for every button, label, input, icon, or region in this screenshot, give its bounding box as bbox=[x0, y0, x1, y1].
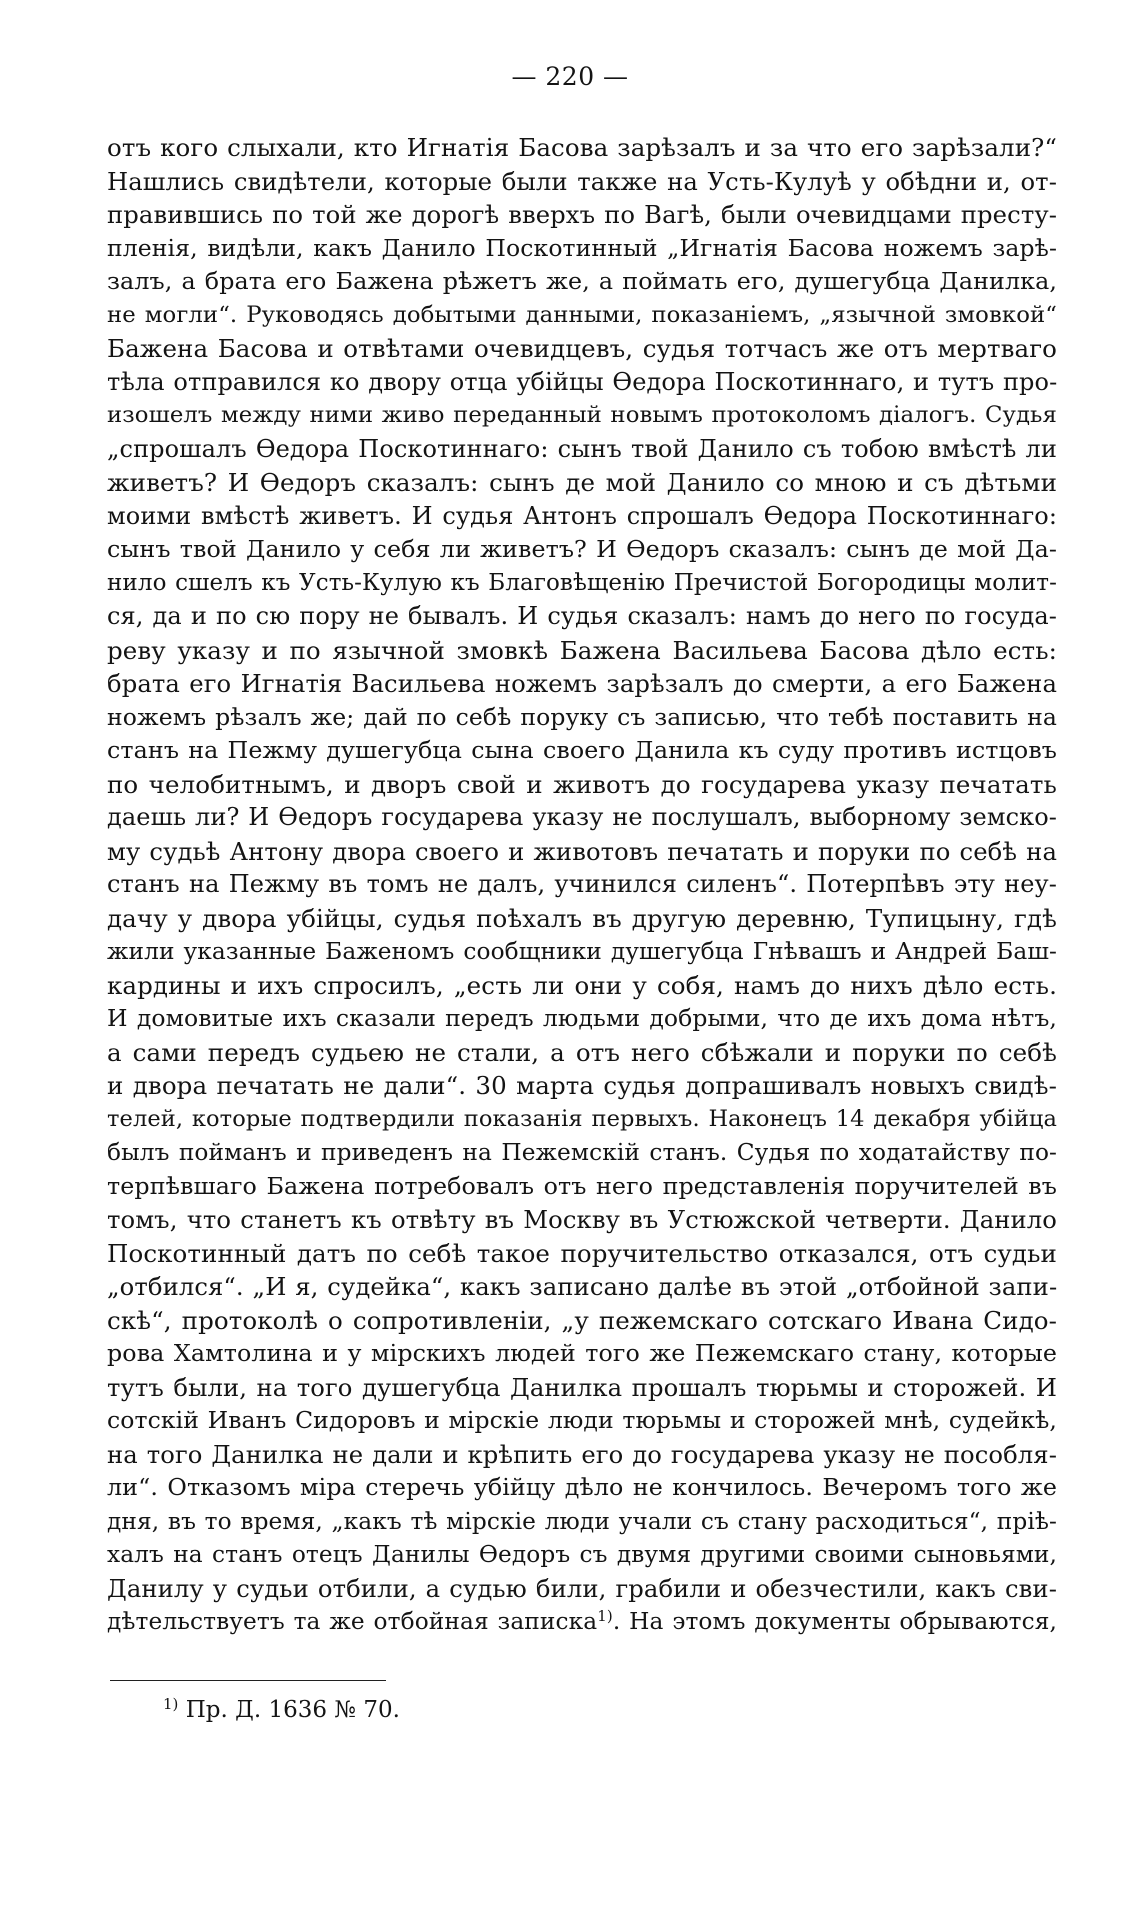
text-line-content: по челобитнымъ, и дворъ свой и животъ до государева указу печатать bbox=[107, 769, 1057, 799]
footnote-reference: 1) bbox=[597, 1607, 613, 1625]
footnote-text: Пр. Д. 1636 № 70. bbox=[178, 1697, 400, 1723]
text-line-content: терпѣвшаго Бажена потребовалъ отъ него представленія поручителей въ bbox=[107, 1171, 1057, 1200]
text-line-content: ся, да и по сю пору не бывалъ. И судья сказалъ: намъ до него по госуда- bbox=[107, 602, 1057, 630]
text-line-content: тѣла отправился ко двору отца убійцы Ѳедора Поскотиннаго, и тутъ про- bbox=[107, 367, 1058, 396]
text-line-content: дѣтельствуетъ та же отбойная записка bbox=[107, 1608, 598, 1635]
text-line bbox=[107, 1538, 1057, 1572]
text-line bbox=[107, 567, 1057, 601]
text-line-content: а сами передъ судьею не стали, а отъ него сбѣжали и поруки по себѣ bbox=[107, 1037, 1057, 1067]
text-line-content: не могли“. Руководясь добытыми данными, показаніемъ, „язычной змовкой“ bbox=[107, 301, 1057, 328]
text-line bbox=[107, 969, 1057, 1003]
text-line-content: станъ на Пежму въ томъ не далъ, учинился силенъ“. Потерпѣвъ эту неу- bbox=[107, 870, 1057, 898]
text-line-content: дачу у двора убійцы, судья поѣхалъ въ другую деревню, Тупицыну, гдѣ bbox=[107, 903, 1057, 933]
text-line bbox=[107, 533, 1057, 567]
text-line bbox=[107, 1270, 1057, 1304]
footnote bbox=[163, 1693, 400, 1727]
footnote-marker: 1) bbox=[163, 1695, 179, 1713]
text-line bbox=[107, 1103, 1057, 1137]
text-line-content: на того Данилка не дали и крѣпить его до государева указу не пособля- bbox=[107, 1439, 1057, 1469]
text-line bbox=[107, 1605, 1057, 1639]
text-line bbox=[107, 902, 1057, 936]
text-line bbox=[107, 1036, 1057, 1070]
text-line-content: И домовитые ихъ сказали передъ людьми добрыми, что де ихъ дома нѣтъ, bbox=[107, 1004, 1057, 1032]
text-line bbox=[107, 634, 1057, 668]
text-line bbox=[107, 399, 1057, 433]
text-line bbox=[107, 165, 1057, 199]
text-line bbox=[107, 835, 1057, 869]
text-line bbox=[107, 701, 1057, 735]
text-line-content: правившись по той же дорогѣ вверхъ по Вагѣ, были очевидцами престу- bbox=[107, 200, 1057, 229]
text-line-content: и двора печатать не дали“. 30 марта судья допрашивалъ новыхъ свидѣ- bbox=[107, 1071, 1057, 1100]
text-line bbox=[107, 131, 1057, 165]
text-line-content: „отбился“. „И я, судейка“, какъ записано далѣе въ этой „отбойной запи- bbox=[107, 1272, 1058, 1301]
text-line bbox=[107, 1069, 1057, 1103]
text-line bbox=[107, 1237, 1057, 1271]
text-line-content: реву указу и по язычной змовкѣ Бажена Васильева Басова дѣло есть: bbox=[107, 635, 1057, 665]
text-line bbox=[107, 198, 1057, 232]
text-line-content: былъ пойманъ и приведенъ на Пежемскій станъ. Судья по ходатайству по- bbox=[107, 1139, 1057, 1166]
text-line-content: „спрошалъ Ѳедора Поскотиннаго: сынъ твой Данило съ тобою вмѣстѣ ли bbox=[107, 434, 1057, 463]
text-line-content: жили указанные Баженомъ сообщники душегубца Гнѣвашъ и Андрей Баш- bbox=[107, 938, 1057, 965]
text-line bbox=[107, 801, 1057, 835]
text-line-content: му судьѣ Антону двора своего и животовъ печатать и поруки по себѣ на bbox=[107, 836, 1057, 866]
text-line bbox=[107, 1471, 1057, 1505]
text-line bbox=[107, 935, 1057, 969]
text-line bbox=[107, 868, 1057, 902]
text-line bbox=[107, 600, 1057, 634]
text-line-tail: . На этомъ документы обрываются, bbox=[612, 1608, 1057, 1635]
text-line bbox=[107, 1438, 1057, 1472]
text-line-content: живетъ? И Ѳедоръ сказалъ: сынъ де мой Данило со мною и съ дѣтьми bbox=[107, 468, 1057, 497]
text-line bbox=[107, 1505, 1057, 1539]
text-line-content: сотскій Иванъ Сидоровъ и мірскіе люди тюрьмы и сторожей мнѣ, судейкѣ, bbox=[107, 1406, 1057, 1434]
footnote-divider bbox=[110, 1680, 386, 1681]
text-line-content: нило сшелъ къ Усть-Кулую къ Благовѣщенію Пречистой Богородицы молит- bbox=[107, 569, 1057, 596]
text-line bbox=[107, 299, 1057, 333]
text-line bbox=[107, 1371, 1057, 1405]
text-line bbox=[107, 1304, 1057, 1338]
text-line-content: телей, которые подтвердили показанія первыхъ. Наконецъ 14 декабря убійца bbox=[107, 1105, 1057, 1132]
text-line-content: скѣ“, протоколѣ о сопротивленіи, „у пежемскаго сотскаго Ивана Сидо- bbox=[107, 1305, 1057, 1335]
text-line-content: рова Хамтолина и у мірскихъ людей того же Пежемскаго стану, которые bbox=[107, 1339, 1057, 1367]
text-line-content: брата его Игнатія Васильева ножемъ зарѣзалъ до смерти, а его Бажена bbox=[107, 669, 1057, 698]
text-line bbox=[107, 1404, 1057, 1438]
text-line-content: изошелъ между ними живо переданный новымъ протоколомъ діалогъ. Судья bbox=[107, 402, 1057, 428]
text-line bbox=[107, 1572, 1057, 1606]
text-line bbox=[107, 433, 1057, 467]
text-line bbox=[107, 1002, 1057, 1036]
text-line bbox=[107, 500, 1057, 534]
text-line bbox=[107, 667, 1057, 701]
text-line-content: станъ на Пежму душегубца сына своего Данила къ суду противъ истцовъ bbox=[107, 736, 1057, 764]
text-line-content: пленія, видѣли, какъ Данило Поскотинный „Игнатія Басова ножемъ зарѣ- bbox=[107, 233, 1057, 262]
text-line-content: моими вмѣстѣ живетъ. И судья Антонъ спрошалъ Ѳедора Поскотиннаго: bbox=[107, 501, 1057, 530]
text-line bbox=[107, 366, 1057, 400]
text-line-content: залъ, а брата его Бажена рѣжетъ же, а поймать его, душегубца Данилка, bbox=[107, 267, 1057, 295]
text-line-content: дня, въ то время, „какъ тѣ мірскіе люди учали съ стану расходиться“, пріѣ- bbox=[107, 1507, 1057, 1535]
text-line bbox=[107, 1337, 1057, 1371]
text-line-content: отъ кого слыхали, кто Игнатія Басова зарѣзалъ и за что его зарѣзали?“ bbox=[107, 133, 1057, 162]
text-line-content: ножемъ рѣзалъ же; дай по себѣ поруку съ записью, что тебѣ поставить на bbox=[107, 702, 1057, 731]
text-line-content: тутъ были, на того душегубца Данилка прошалъ тюрьмы и сторожей. И bbox=[107, 1372, 1057, 1402]
text-line-content: Данилу у судьи отбили, а судью били, грабили и обезчестили, какъ сви- bbox=[107, 1573, 1057, 1603]
text-line bbox=[107, 265, 1057, 299]
text-line bbox=[107, 232, 1057, 266]
text-line-content: халъ на станъ отецъ Данилы Ѳедоръ съ двумя другими своими сыновьями, bbox=[107, 1541, 1057, 1568]
text-line-content: Нашлись свидѣтели, которые были также на Усть-Кулуѣ у обѣдни и, от- bbox=[107, 166, 1057, 196]
text-line-content: даешь ли? И Ѳедоръ государева указу не послушалъ, выборному земско- bbox=[107, 803, 1057, 831]
text-line bbox=[107, 768, 1057, 802]
text-line bbox=[107, 332, 1057, 366]
text-line-content: ли“. Отказомъ міра стеречь убійцу дѣло не кончилось. Вечеромъ того же bbox=[107, 1473, 1057, 1501]
page-number: — 220 — bbox=[511, 62, 629, 91]
text-line-content: Поскотинный датъ по себѣ такое поручительство отказался, отъ судьи bbox=[107, 1238, 1057, 1268]
text-line bbox=[107, 1136, 1057, 1170]
text-line-content: томъ, что станетъ къ отвѣту въ Москву въ Устюжской четверти. Данило bbox=[107, 1205, 1057, 1234]
text-line-content: кардины и ихъ спросилъ, „есть ли они у собя, намъ до нихъ дѣло есть. bbox=[107, 970, 1057, 1000]
text-line-content: Бажена Басова и отвѣтами очевидцевъ, судья тотчасъ же отъ мертваго bbox=[107, 334, 1057, 363]
text-line-content: сынъ твой Данило у себя ли живетъ? И Ѳедоръ сказалъ: сынъ де мой Да- bbox=[107, 535, 1057, 563]
text-line bbox=[107, 734, 1057, 768]
text-line bbox=[107, 466, 1057, 500]
text-line bbox=[107, 1170, 1057, 1204]
text-line bbox=[107, 1203, 1057, 1237]
body-text bbox=[107, 131, 1057, 1639]
